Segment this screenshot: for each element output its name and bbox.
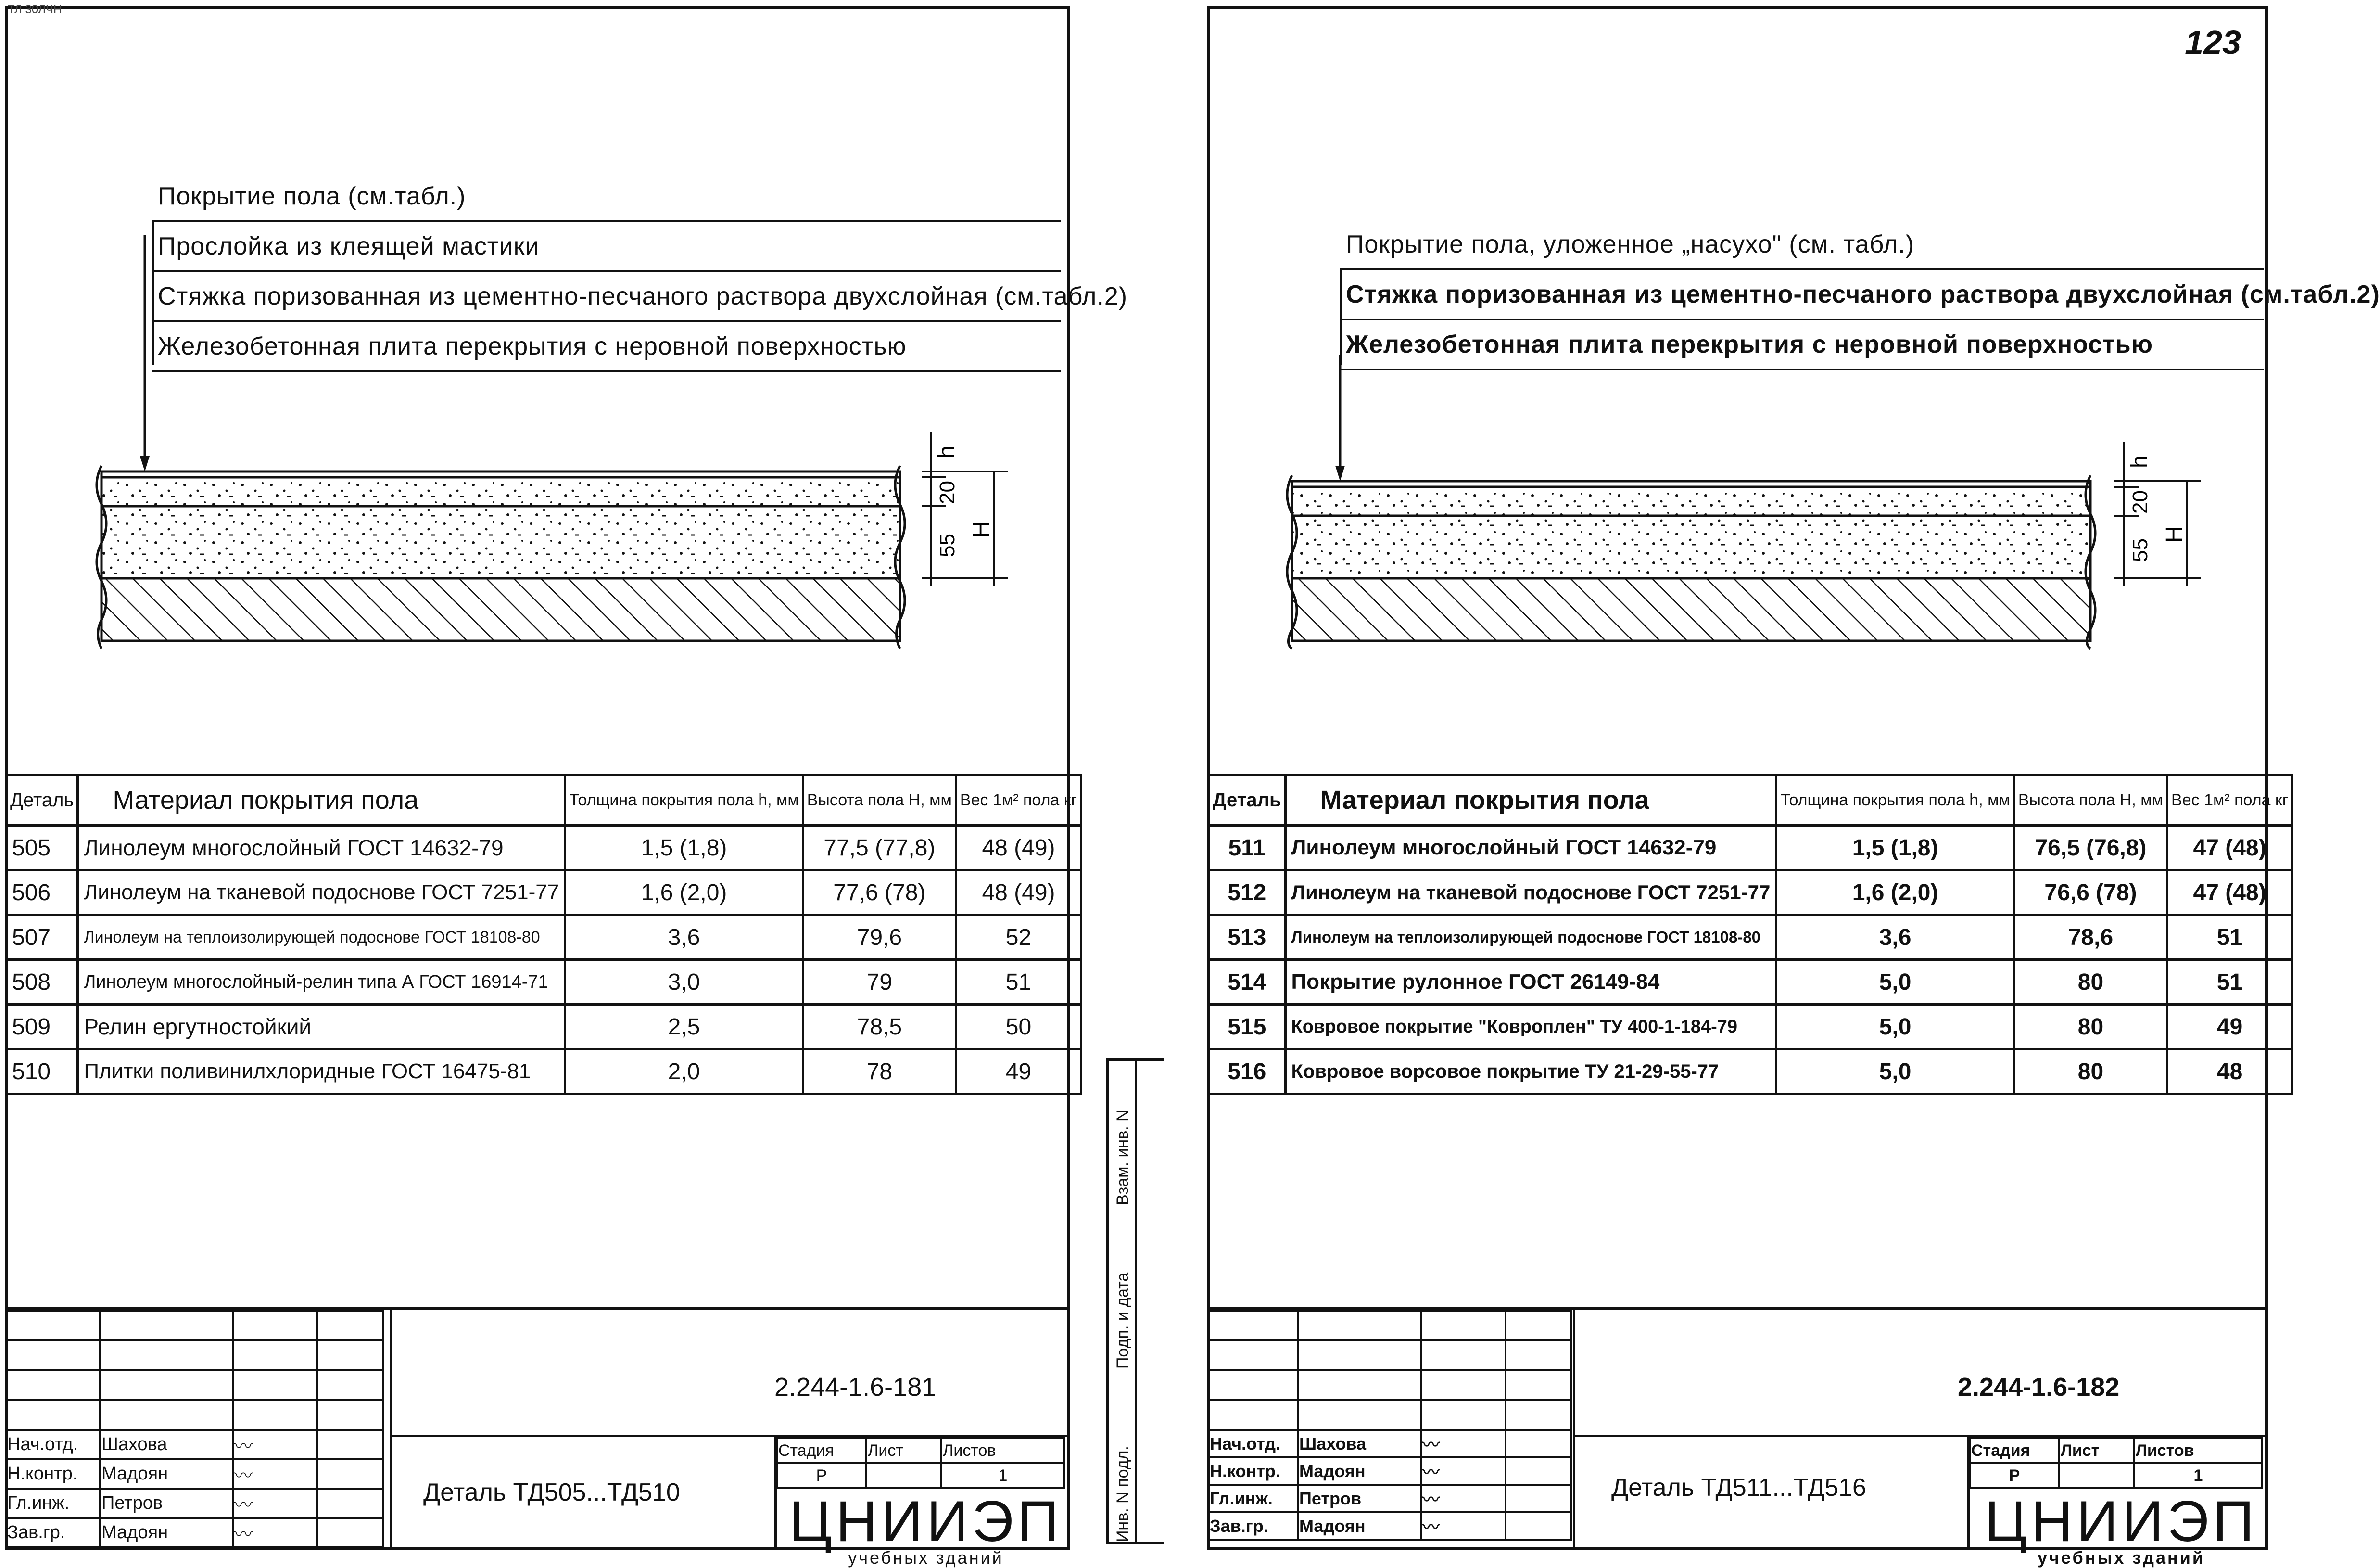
dim-h-label: h	[2127, 455, 2152, 468]
person-name: Шахова	[100, 1430, 233, 1459]
table-row: 516 Ковровое ворсовое покрытие ТУ 21-29-55-77 5,0 80 48	[1209, 1049, 2292, 1094]
dim-h-label: h	[934, 446, 960, 459]
signature-icon: 〰	[1421, 1457, 1506, 1485]
drawing-title: Деталь ТД505...ТД510	[423, 1479, 680, 1506]
dim-20-label: 20	[2128, 490, 2152, 514]
organization-logo: ЦНИИЭП учебных зданий	[1984, 1489, 2258, 1568]
layer-label: Стяжка поризованная из цементно-песчаного раствора двухслойная (см.табл.2)	[1340, 270, 2264, 320]
signature-icon: 〰	[1421, 1512, 1506, 1540]
person-name: Мадоян	[100, 1459, 233, 1489]
table-row: 505 Линолеум многослойный ГОСТ 14632-79 1,5 (1,8) 77,5 (77,8) 48 (49)	[6, 826, 1081, 870]
floor-section-diagram	[8, 345, 1066, 827]
table-row: 513 Линолеум на теплоизолирующей подоснове ГОСТ 18108-80 3,6 78,6 51	[1209, 915, 2292, 960]
signature-icon: 〰	[233, 1459, 317, 1489]
table-row: 515 Ковровое покрытие "Ковроплен" ТУ 400-1-184-79 5,0 80 49	[1209, 1005, 2292, 1049]
signature-icon: 〰	[233, 1518, 317, 1547]
table-row: 507 Линолеум на теплоизолирующей подоснове ГОСТ 18108-80 3,6 79,6 52	[6, 915, 1081, 960]
dim-55-label: 55	[936, 534, 959, 557]
header-weight: Вес 1м² пола кг	[956, 775, 1081, 826]
stage-sheet-table: Стадия Лист Листов Р 1	[776, 1437, 1065, 1489]
layer-label: Покрытие пола, уложенное „насухо" (см. табл.)	[1340, 220, 2264, 270]
header-detail: Деталь	[6, 775, 78, 826]
header-material: Материал покрытия пола	[1285, 775, 1776, 826]
stage-sheet-table: Стадия Лист Листов Р 1	[1969, 1437, 2263, 1489]
person-name: Мадоян	[100, 1518, 233, 1547]
dim-20-label: 20	[936, 481, 959, 504]
role-label: Н.контр.	[6, 1459, 100, 1489]
role-label: Нач.отд.	[1208, 1430, 1298, 1457]
role-label: Н.контр.	[1208, 1457, 1298, 1485]
signature-icon: 〰	[1421, 1485, 1506, 1512]
header-height: Высота пола H, мм	[2014, 775, 2167, 826]
side-strip-label: Взам. инв. N	[1114, 1109, 1132, 1205]
role-label: Зав.гр.	[6, 1518, 100, 1547]
role-label: Зав.гр.	[1208, 1512, 1298, 1540]
table-row: 512 Линолеум на тканевой подоснове ГОСТ 7251-77 1,6 (2,0) 76,6 (78) 47 (48)	[1209, 870, 2292, 915]
role-label: Нач.отд.	[6, 1430, 100, 1459]
layer-callout-list	[152, 172, 1128, 372]
floor-spec-table	[1207, 774, 2293, 1095]
table-header-row	[1209, 775, 2292, 826]
header-note: ТЛ 30ЛЧН	[8, 3, 62, 16]
table-row: 514 Покрытие рулонное ГОСТ 26149-84 5,0 80 51	[1209, 960, 2292, 1005]
person-name: Мадоян	[1298, 1512, 1421, 1540]
side-strip-label: Инв. N подл.	[1114, 1446, 1132, 1542]
layer-label: Стяжка поризованная из цементно-песчаного раствора двухслойная (см.табл.2)	[152, 272, 1061, 322]
table-row: 508 Линолеум многослойный-релин типа А ГОСТ 16914-71 3,0 79 51	[6, 960, 1081, 1005]
drawing-title: Деталь ТД511...ТД516	[1611, 1474, 1866, 1502]
title-block	[5, 1307, 1070, 1568]
layer-label: Прослойка из клеящей мастики	[152, 222, 1061, 272]
title-block	[1207, 1307, 2268, 1568]
document-number: 2.244-1.6-181	[774, 1373, 937, 1402]
table-row: 510 Плитки поливинилхлоридные ГОСТ 16475-81 2,0 78 49	[6, 1049, 1081, 1094]
side-strip-label: Подп. и дата	[1114, 1272, 1132, 1369]
title-block-grid	[1207, 1310, 1572, 1541]
dim-H-label: H	[969, 521, 994, 538]
dim-H-label: H	[2162, 526, 2187, 543]
signature-icon: 〰	[233, 1489, 317, 1518]
table-row: 511 Линолеум многослойный ГОСТ 14632-79 1,5 (1,8) 76,5 (76,8) 47 (48)	[1209, 826, 2292, 870]
header-detail: Деталь	[1209, 775, 1286, 826]
person-name: Петров	[100, 1489, 233, 1518]
table-row: 509 Релин ергутностойкий 2,5 78,5 50	[6, 1005, 1081, 1049]
document-number: 2.244-1.6-182	[1958, 1373, 2120, 1402]
role-label: Гл.инж.	[1208, 1485, 1298, 1512]
layer-label: Железобетонная плита перекрытия с неровной поверхностью	[1340, 320, 2264, 370]
role-label: Гл.инж.	[6, 1489, 100, 1518]
header-material: Материал покрытия пола	[78, 775, 565, 826]
floor-section-diagram	[1210, 355, 2268, 692]
dim-55-label: 55	[2128, 538, 2152, 562]
signature-icon: 〰	[1421, 1430, 1506, 1457]
layer-label: Покрытие пола (см.табл.)	[152, 172, 1061, 222]
page-number: 123	[2185, 24, 2241, 61]
person-name: Мадоян	[1298, 1457, 1421, 1485]
person-name: Шахова	[1298, 1430, 1421, 1457]
header-weight: Вес 1м² пола кг	[2167, 775, 2292, 826]
right-drawing-sheet	[1207, 6, 2380, 1568]
header-thickness: Толщина покрытия пола h, мм	[565, 775, 803, 826]
side-approval-strip	[1106, 1058, 1164, 1544]
signature-icon: 〰	[233, 1430, 317, 1459]
header-thickness: Толщина покрытия пола h, мм	[1776, 775, 2014, 826]
organization-logo: ЦНИИЭП учебных зданий	[789, 1489, 1063, 1568]
floor-spec-table	[5, 774, 1082, 1095]
header-height: Высота пола H, мм	[803, 775, 956, 826]
person-name: Петров	[1298, 1485, 1421, 1512]
layer-callout-list	[1340, 220, 2380, 370]
table-header-row	[6, 775, 1081, 826]
title-block-grid	[5, 1310, 384, 1548]
layer-label: Железобетонная плита перекрытия с неровной поверхностью	[152, 322, 1061, 372]
table-row: 506 Линолеум на тканевой подоснове ГОСТ 7251-77 1,6 (2,0) 77,6 (78) 48 (49)	[6, 870, 1081, 915]
